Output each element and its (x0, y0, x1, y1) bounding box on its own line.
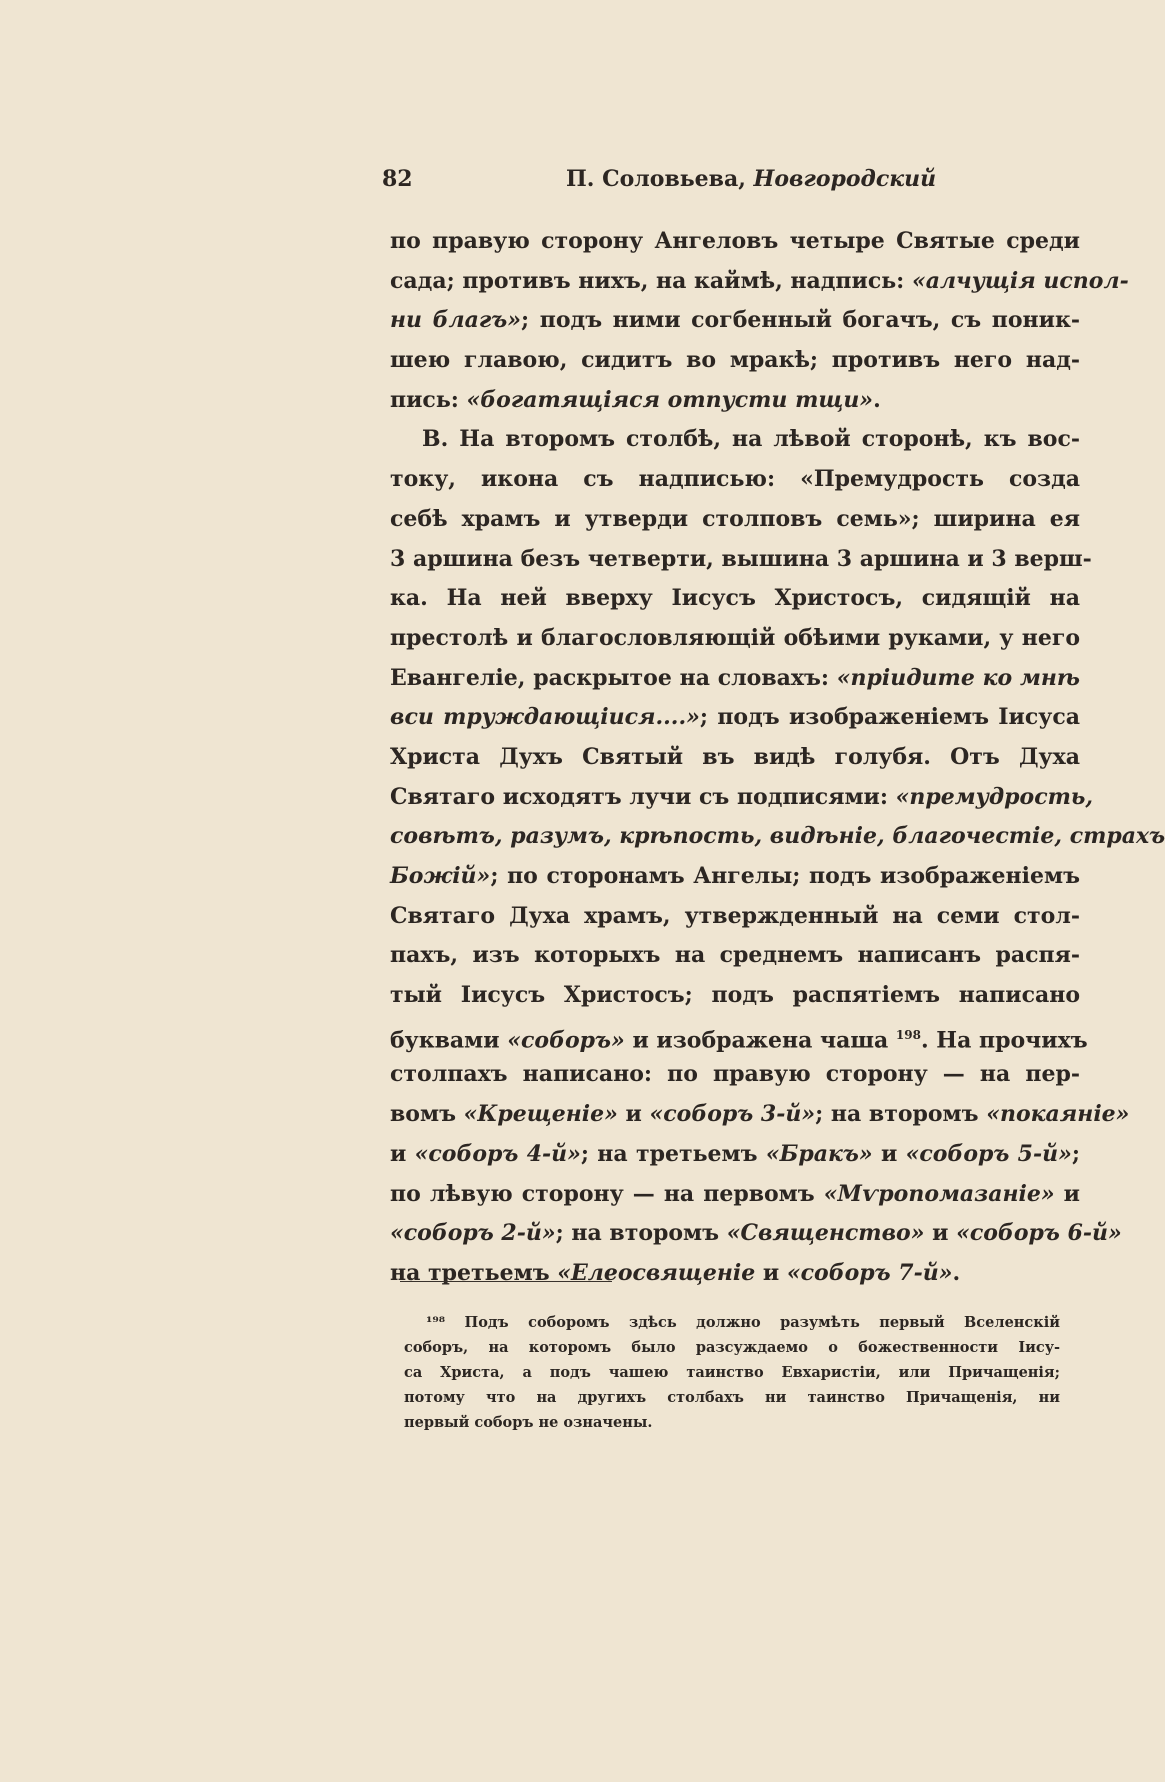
footnote-divider (400, 1281, 612, 1282)
text-line: буквами «соборъ» и изображена чаша $^{198}$. На прочихъ (390, 1027, 1088, 1054)
text-line: сада; противъ нихъ, на каймѣ, надпись: «алчущія испол- (390, 267, 1129, 294)
text-line: столпахъ написано: по правую сторону — на пер- (390, 1061, 1080, 1088)
page-header (382, 166, 937, 196)
text-line: «соборъ 2-й»; на второмъ «Священство» и «соборъ 6-й» (390, 1220, 1122, 1247)
main-text (390, 222, 1165, 1294)
text-line: вси труждающіися....»; подъ изображеніемъ Іисуса (390, 704, 1080, 731)
text-line: шею главою, сидитъ во мракѣ; противъ него над- (390, 347, 1080, 374)
footnote-line: первый соборъ не означены. (404, 1414, 653, 1431)
footnote-line: са Христа, а подъ чашею таинство Евхаристіи, или Причащенія; (404, 1364, 1060, 1381)
footnote-line: ¹⁹⁸ Подъ соборомъ здѣсь должно разумѣть первый Вселенскій (426, 1314, 1060, 1331)
text-line: В. На второмъ столбѣ, на лѣвой сторонѣ, къ вос- (422, 426, 1080, 453)
text-line: и «соборъ 4-й»; на третьемъ «Бракъ» и «соборъ 5-й»; (390, 1140, 1080, 1167)
text-line: ни благъ»; подъ ними согбенный богачъ, съ поник- (390, 307, 1080, 334)
footnotes (404, 1310, 1060, 1435)
text-line: пахъ, изъ которыхъ на среднемъ написанъ распя- (390, 942, 1080, 969)
page-number: 82 (382, 166, 413, 192)
text-line: Христа Духъ Святый въ видѣ голубя. Отъ Духа (390, 743, 1080, 770)
text-line: Евангеліе, раскрытое на словахъ: «пріидите ко мнѣ (390, 664, 1080, 691)
footnote-ref[interactable]: 198 (895, 1027, 921, 1042)
running-title (566, 166, 936, 192)
text-line: ка. На ней вверху Іисусъ Христосъ, сидящій на (390, 585, 1080, 612)
text-line: по лѣвую сторону — на первомъ «Мѵропомазаніе» и (390, 1180, 1080, 1207)
running-title-work: Новгородский (753, 166, 937, 192)
text-line: престолѣ и благословляющій обѣими руками, у него (390, 624, 1080, 651)
text-line: Святаго исходятъ лучи съ подписями: «премудрость, (390, 783, 1094, 810)
text-line: себѣ храмъ и утверди столповъ семь»; ширина ея (390, 505, 1080, 532)
text-line: по правую сторону Ангеловъ четыре Святые среди (390, 228, 1080, 254)
text-line: Божій»; по сторонамъ Ангелы; подъ изображеніемъ (390, 863, 1080, 889)
running-title-author: П. Соловьева, (566, 166, 754, 192)
text-line: 3 аршина безъ четверти, вышина 3 аршина и 3 верш- (390, 545, 1092, 572)
text-line: совѣтъ, разумъ, крѣпость, видѣніе, благочестіе, страхъ (390, 823, 1165, 850)
text-line: току, икона съ надписью: «Премудрость созда (390, 466, 1080, 493)
text-line: пись: «богатящіяся отпусти тщи». (390, 386, 881, 413)
text-line: Святаго Духа храмъ, утвержденный на семи стол- (390, 902, 1080, 929)
footnote-line: потому что на другихъ столбахъ ни таинство Причащенія, ни (404, 1389, 1060, 1406)
text-line: вомъ «Крещеніе» и «соборъ 3-й»; на второмъ «покаяніе» (390, 1101, 1130, 1128)
footnote-line: соборъ, на которомъ было разсуждаемо о божественности Іису- (404, 1339, 1060, 1356)
text-line: тый Іисусъ Христосъ; подъ распятіемъ написано (390, 982, 1080, 1009)
text-line: на третьемъ «Елеосвященіе и «соборъ 7-й». (390, 1259, 961, 1286)
